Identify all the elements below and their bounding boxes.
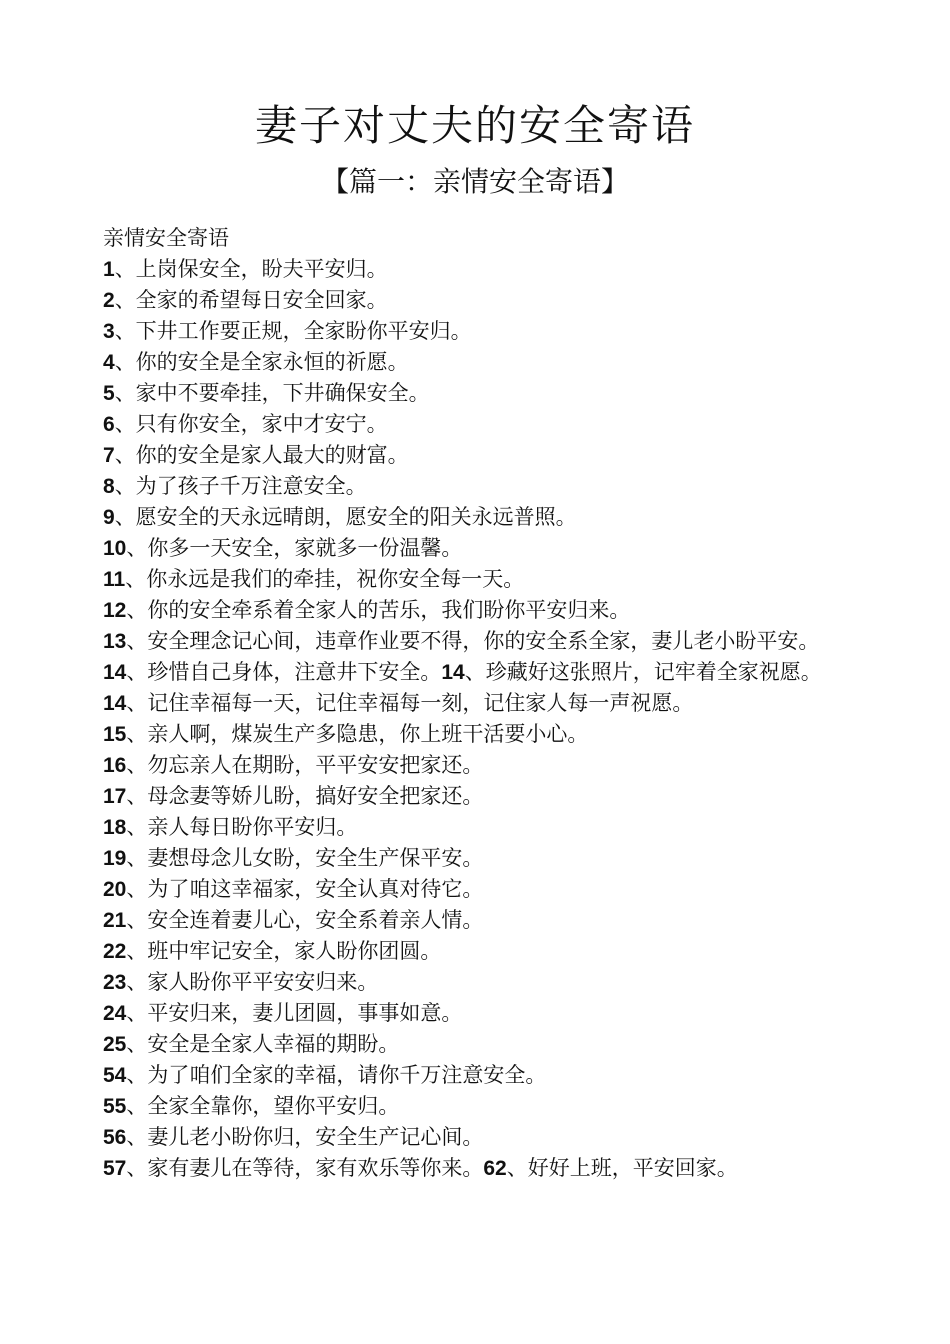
item-text: 、家人盼你平平安安归来。 — [126, 970, 379, 994]
item-number: 14 — [103, 661, 127, 684]
item-text: 、珍藏好这张照片，记牢着全家祝愿。 — [464, 660, 822, 684]
list-item — [103, 595, 843, 626]
item-number: 54 — [103, 1064, 127, 1087]
section-heading: 【篇一：亲情安全寄语】 — [320, 165, 629, 198]
item-number: 10 — [103, 537, 127, 560]
item-text: 、你的安全是家人最大的财富。 — [114, 443, 409, 467]
list-item — [103, 1029, 843, 1060]
item-number: 21 — [103, 909, 127, 932]
item-text: 、妻儿老小盼你归，安全生产记心间。 — [126, 1125, 484, 1149]
item-text: 、为了孩子千万注意安全。 — [114, 474, 367, 498]
item-text: 、上岗保安全，盼夫平安归。 — [114, 257, 388, 281]
item-number: 55 — [103, 1095, 127, 1118]
document-body — [103, 223, 843, 1184]
item-number: 11 — [103, 568, 126, 591]
list-item — [103, 750, 843, 781]
item-number: 22 — [103, 940, 127, 963]
item-number: 23 — [103, 971, 127, 994]
item-text: 、安全连着妻儿心，安全系着亲人情。 — [126, 908, 484, 932]
list-item — [103, 347, 843, 378]
item-text: 、母念妻等娇儿盼，搞好安全把家还。 — [126, 784, 484, 808]
item-text: 、平安归来，妻儿团圆，事事如意。 — [126, 1001, 463, 1025]
list-item — [103, 967, 843, 998]
item-text: 、亲人啊，煤炭生产多隐患，你上班干活要小心。 — [126, 722, 589, 746]
list-item — [103, 812, 843, 843]
list-item — [103, 254, 843, 285]
item-text: 、家有妻儿在等待，家有欢乐等你来。 — [126, 1156, 484, 1180]
item-text: 、亲人每日盼你平安归。 — [126, 815, 358, 839]
item-number: 56 — [103, 1126, 127, 1149]
item-number: 17 — [103, 785, 127, 808]
list-item — [103, 316, 843, 347]
item-number: 18 — [103, 816, 127, 839]
item-number: 8 — [103, 475, 115, 498]
item-number: 2 — [103, 289, 115, 312]
item-text: 、你的安全是全家永恒的祈愿。 — [114, 350, 409, 374]
item-number: 19 — [103, 847, 127, 870]
item-number: 4 — [103, 351, 115, 374]
item-text: 、只有你安全，家中才安宁。 — [114, 412, 388, 436]
item-number: 3 — [103, 320, 115, 343]
item-number: 16 — [103, 754, 127, 777]
item-number: 25 — [103, 1033, 127, 1056]
list-item — [103, 378, 843, 409]
item-number: 14 — [441, 661, 465, 684]
item-text: 、好好上班，平安回家。 — [506, 1156, 738, 1180]
list-item — [103, 533, 843, 564]
list-item — [103, 781, 843, 812]
item-number: 20 — [103, 878, 127, 901]
item-text: 、愿安全的天永远晴朗，愿安全的阳关永远普照。 — [114, 505, 577, 529]
list-item — [103, 409, 843, 440]
item-number: 6 — [103, 413, 115, 436]
list-item — [103, 719, 843, 750]
list-item — [103, 1153, 843, 1184]
list-item — [103, 1122, 843, 1153]
list-item — [103, 285, 843, 316]
item-number: 1 — [103, 258, 115, 281]
item-text: 、安全理念记心间，违章作业要不得，你的安全系全家，妻儿老小盼平安。 — [126, 629, 820, 653]
item-number: 9 — [103, 506, 115, 529]
list-item — [103, 1060, 843, 1091]
item-text: 、全家的希望每日安全回家。 — [114, 288, 388, 312]
document-title: 妻子对丈夫的安全寄语 — [254, 101, 695, 150]
item-text: 、你的安全牵系着全家人的苦乐，我们盼你平安归来。 — [126, 598, 631, 622]
item-text: 、全家全靠你，望你平安归。 — [126, 1094, 400, 1118]
item-text: 、为了咱这幸福家，安全认真对待它。 — [126, 877, 484, 901]
item-number: 15 — [103, 723, 127, 746]
item-number: 57 — [103, 1157, 127, 1180]
item-text: 、为了咱们全家的幸福，请你千万注意安全。 — [126, 1063, 547, 1087]
item-text: 、妻想母念儿女盼，安全生产保平安。 — [126, 846, 484, 870]
list-item — [103, 905, 843, 936]
item-text: 、勿忘亲人在期盼，平平安安把家还。 — [126, 753, 484, 777]
item-text: 、你多一天安全，家就多一份温馨。 — [126, 536, 463, 560]
item-number: 62 — [483, 1157, 507, 1180]
item-text: 、下井工作要正规，全家盼你平安归。 — [114, 319, 472, 343]
list-item — [103, 471, 843, 502]
list-item — [103, 998, 843, 1029]
item-number: 14 — [103, 692, 127, 715]
item-text: 、记住幸福每一天，记住幸福每一刻，记住家人每一声祝愿。 — [126, 691, 694, 715]
list-item — [103, 626, 843, 657]
item-number: 7 — [103, 444, 115, 467]
list-item — [103, 502, 843, 533]
item-text: 、你永远是我们的牵挂，祝你安全每一天。 — [125, 567, 525, 591]
item-number: 24 — [103, 1002, 127, 1025]
list-item — [103, 874, 843, 905]
list-item — [103, 1091, 843, 1122]
list-item — [103, 564, 843, 595]
item-number: 13 — [103, 630, 127, 653]
list-item — [103, 440, 843, 471]
item-text: 、珍惜自己身体，注意井下安全。 — [126, 660, 442, 684]
item-text: 、家中不要牵挂，下井确保安全。 — [114, 381, 430, 405]
list-item — [103, 936, 843, 967]
item-number: 5 — [103, 382, 115, 405]
subheading: 亲情安全寄语 — [103, 226, 229, 250]
list-item — [103, 843, 843, 874]
item-text: 、安全是全家人幸福的期盼。 — [126, 1032, 400, 1056]
item-number: 12 — [103, 599, 127, 622]
item-text: 、班中牢记安全，家人盼你团圆。 — [126, 939, 442, 963]
list-item — [103, 657, 843, 719]
